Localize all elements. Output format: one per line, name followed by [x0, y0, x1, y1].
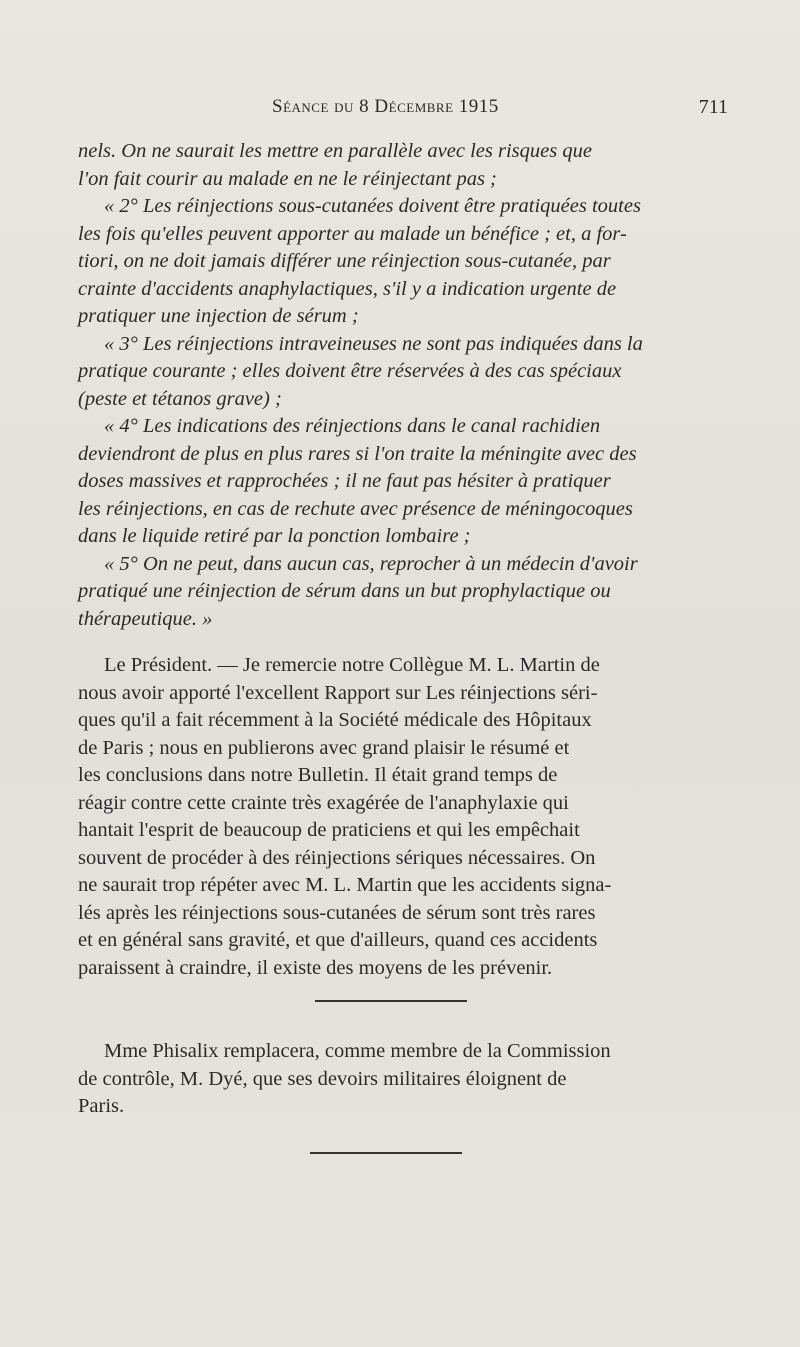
text-line: les réinjections, en cas de rechute avec présence de méningocoques [78, 497, 633, 520]
text-line: doses massives et rapprochées ; il ne faut pas hésiter à pratiquer [78, 470, 611, 492]
text-line: « 2° Les réinjections sous-cutanées doivent être pratiquées toutes [104, 195, 641, 217]
text-line: Le Président. — Je remercie notre Collègue M. L. Martin de [104, 654, 600, 676]
text-line: ne saurait trop répéter avec M. L. Martin que les accidents signa- [78, 874, 612, 896]
text-line: lés après les réinjections sous-cutanées de sérum sont très rares [78, 901, 596, 924]
text-line: l'on fait courir au malade en ne le réinjectant pas ; [78, 167, 497, 190]
conclusions-block [78, 138, 723, 633]
text-line: paraissent à craindre, il existe des moyens de les prévenir. [78, 956, 553, 979]
text-line: les conclusions dans notre Bulletin. Il était grand temps de [78, 764, 558, 786]
section-divider [310, 1152, 462, 1154]
president-paragraph [78, 652, 723, 982]
text-line: hantait l'esprit de beaucoup de praticiens et qui les empêchait [78, 819, 580, 841]
text-line: nous avoir apporté l'excellent Rapport sur Les réinjections séri- [78, 681, 598, 704]
text-line: deviendront de plus en plus rares si l'on traite la méningite avec des [78, 442, 637, 465]
text-line: pratique courante ; elles doivent être réservées à des cas spéciaux [78, 360, 622, 382]
text-line: Paris. [78, 1095, 125, 1117]
text-line: pratiqué une réinjection de sérum dans un but prophylactique ou [78, 580, 611, 602]
text-line: de contrôle, M. Dyé, que ses devoirs militaires éloignent de [78, 1067, 567, 1090]
text-line: Mme Phisalix remplacera, comme membre de la Commission [104, 1040, 611, 1062]
text-line: de Paris ; nous en publierons avec grand plaisir le résumé et [78, 736, 570, 759]
text-line: pratiquer une injection de sérum ; [78, 305, 359, 327]
running-title: Séance du 8 Décembre 1915 [272, 96, 499, 117]
text-line: crainte d'accidents anaphylactiques, s'il y a indication urgente de [78, 277, 617, 300]
text-line: ques qu'il a fait récemment à la Société médicale des Hôpitaux [78, 709, 592, 731]
section-divider [315, 1000, 467, 1002]
text-line: et en général sans gravité, et que d'ailleurs, quand ces accidents [78, 929, 598, 951]
text-line: « 5° On ne peut, dans aucun cas, reprocher à un médecin d'avoir [104, 552, 638, 575]
text-line: (peste et tétanos grave) ; [78, 387, 282, 410]
text-line: réagir contre cette crainte très exagérée de l'anaphylaxie qui [78, 791, 569, 814]
text-line: « 4° Les indications des réinjections dans le canal rachidien [104, 415, 601, 437]
page-number: 711 [698, 96, 728, 118]
commission-paragraph [78, 1038, 723, 1121]
text-line: tiori, on ne doit jamais différer une réinjection sous-cutanée, par [78, 250, 611, 272]
text-line: souvent de procéder à des réinjections sériques nécessaires. On [78, 846, 596, 869]
text-line: les fois qu'elles peuvent apporter au malade un bénéfice ; et, a for- [78, 222, 627, 245]
text-line: dans le liquide retiré par la ponction lombaire ; [78, 525, 471, 547]
text-line: nels. On ne saurait les mettre en parallèle avec les risques que [78, 140, 592, 162]
text-line: « 3° Les réinjections intraveineuses ne sont pas indiquées dans la [104, 332, 643, 355]
page-header [0, 96, 800, 126]
text-line: thérapeutique. » [78, 607, 213, 630]
